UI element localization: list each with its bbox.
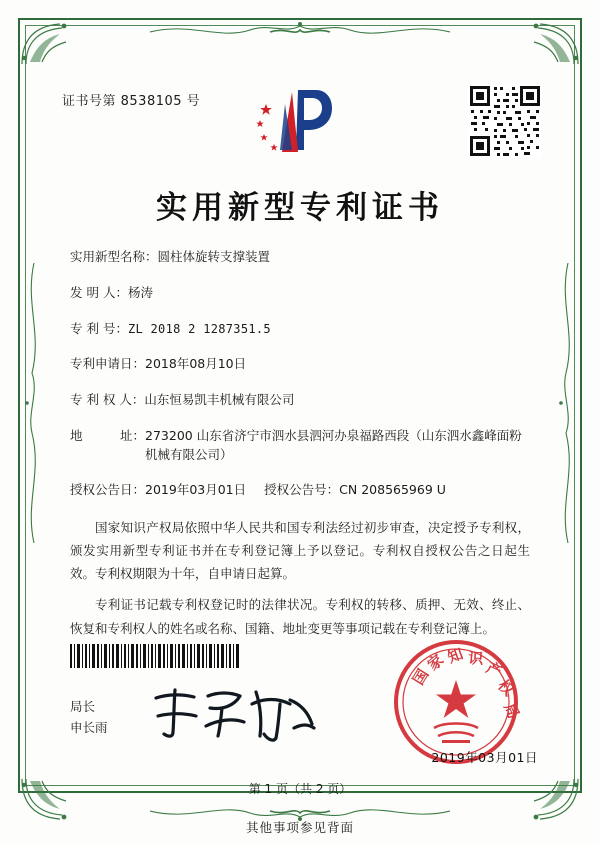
field-label: 地 址： [70, 427, 146, 443]
field-label: 专 利 权 人： [70, 392, 145, 407]
field-address [70, 427, 530, 465]
field-patentee [70, 391, 530, 410]
handwritten-signature-icon [148, 684, 320, 742]
grant-number-value: CN 208565969 U [339, 482, 446, 498]
grant-number-label: 授权公告号： [264, 482, 340, 498]
page-number: 第 1 页（共 2 页） [248, 782, 352, 796]
field-application-date [70, 355, 530, 374]
edge-ornament-icon [22, 263, 44, 543]
qr-code-icon [468, 84, 542, 158]
field-label: 实用新型名称： [70, 249, 158, 264]
field-label: 专利申请日： [70, 356, 146, 372]
field-inventor [70, 284, 530, 303]
edge-ornament-icon [556, 263, 578, 543]
svg-text:家: 家 [424, 650, 448, 675]
svg-text:产: 产 [483, 658, 505, 681]
field-label: 专 利 号： [70, 320, 128, 336]
field-value: 杨涛 [127, 284, 153, 300]
field-value: 圆柱体旋转支撑装置 [157, 249, 271, 264]
field-patent-number [70, 320, 530, 339]
edge-ornament-icon [150, 18, 450, 44]
director-title-label: 局长 [70, 699, 96, 714]
signature-block [70, 696, 108, 739]
patent-office-logo-icon [252, 82, 348, 158]
corner-ornament-icon [516, 20, 580, 66]
grant-date-label: 授权公告日： [70, 482, 146, 498]
field-grant-row [70, 481, 530, 500]
page-title: 实用新型专利证书 [156, 190, 444, 226]
svg-text:权: 权 [494, 676, 518, 700]
svg-text:国: 国 [409, 665, 433, 689]
grant-date-value: 2019年03月01日 [145, 482, 247, 498]
field-value: ZL 2018 2 1287351.5 [127, 321, 271, 336]
svg-text:知: 知 [445, 644, 466, 667]
barcode [70, 644, 240, 668]
seal-date: 2019年03月01日 [431, 750, 538, 765]
director-name-label: 申长雨 [70, 720, 108, 736]
footer-note: 其他事项参见背面 [245, 820, 354, 835]
corner-ornament-icon [20, 20, 84, 66]
field-value: 273200 山东省济宁市泗水县泗河办泉福路西段（山东泗水鑫峰面粉机械有限公司） [145, 427, 522, 462]
field-value: 山东恒易凯丰机械有限公司 [144, 392, 295, 407]
svg-text:局: 局 [500, 700, 522, 722]
paragraph-1: 国家知识产权局依照中华人民共和国专利法经过初步审查，决定授予专利权，颁发实用新型专利证书并在专利登记簿上予以登记。专利权自授权公告之日起生效。专利权期限为十年，自申请日起算。 [70, 520, 530, 582]
field-label: 发 明 人： [70, 284, 128, 300]
field-utility-model-name [70, 248, 530, 267]
field-list [70, 248, 530, 517]
paragraph-2: 专利证书记载专利权登记时的法律状况。专利权的转移、质押、无效、终止、恢复和专利权人的姓名或名称、国籍、地址变更等事项记载在专利登记簿上。 [70, 597, 530, 636]
svg-text:识: 识 [467, 649, 484, 668]
certificate-number: 证书号第 8538105 号 [62, 94, 201, 109]
body-text [70, 516, 530, 648]
field-value: 2018年08月10日 [145, 356, 247, 372]
